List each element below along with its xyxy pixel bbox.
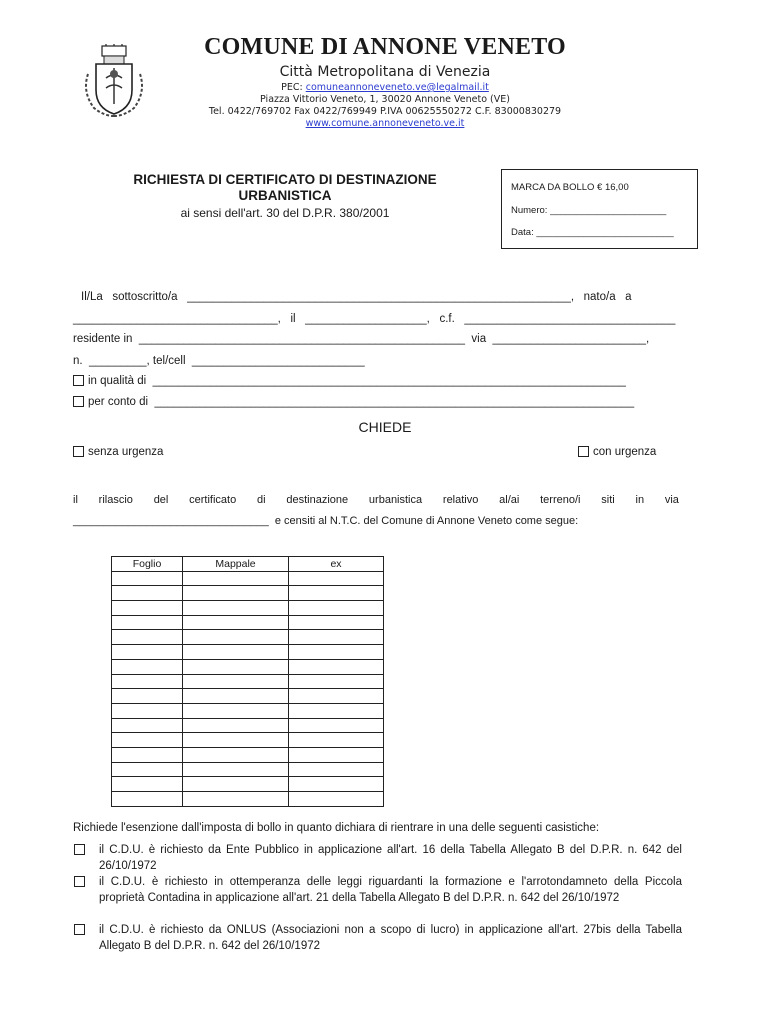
rilascio-word: destinazione — [286, 494, 349, 506]
cell-foglio[interactable] — [112, 689, 183, 704]
cell-foglio[interactable] — [112, 762, 183, 777]
cell-mappale[interactable] — [183, 689, 289, 704]
table-row — [112, 615, 384, 630]
rilascio-line — [73, 494, 679, 506]
exemption-option-1-text: il C.D.U. è richiesto da Ente Pubblico in applicazione all'art. 16 della Tabella Allegato B del D.P.R. n. 642 del 26/10/1972 — [99, 844, 682, 872]
cell-foglio[interactable] — [112, 674, 183, 689]
cell-mappale[interactable] — [183, 601, 289, 616]
cell-ex[interactable] — [289, 571, 384, 586]
con-urgenza-label: con urgenza — [593, 446, 657, 458]
table-row — [112, 792, 384, 807]
table-row — [112, 718, 384, 733]
phone-line[interactable]: n. _________, tel/cell ___________________________ — [73, 355, 365, 367]
cell-mappale[interactable] — [183, 586, 289, 601]
cell-foglio[interactable] — [112, 601, 183, 616]
cell-ex[interactable] — [289, 630, 384, 645]
exemption-option-1-checkbox[interactable] — [74, 844, 85, 855]
cell-foglio[interactable] — [112, 777, 183, 792]
column-header-mappale: Mappale — [183, 557, 289, 572]
table-row — [112, 689, 384, 704]
senza-urgenza-checkbox[interactable] — [73, 446, 84, 457]
municipality-title: COMUNE DI ANNONE VENETO — [204, 34, 566, 60]
website-link[interactable]: www.comune.annoneveneto.ve.it — [305, 118, 465, 129]
senza-urgenza-option[interactable] — [73, 446, 163, 458]
cell-ex[interactable] — [289, 601, 384, 616]
address-line: Piazza Vittorio Veneto, 1, 30020 Annone Veneto (VE) — [260, 94, 510, 105]
cell-mappale[interactable] — [183, 718, 289, 733]
revenue-stamp-box — [501, 169, 698, 249]
table-row — [112, 586, 384, 601]
exemption-option-1[interactable] — [74, 842, 682, 876]
senza-urgenza-label: senza urgenza — [88, 446, 164, 458]
cell-ex[interactable] — [289, 777, 384, 792]
cell-ex[interactable] — [289, 586, 384, 601]
stamp-number-field[interactable]: Numero: ______________________ — [511, 205, 667, 216]
per-conto-label: per conto di ___________________________________________________________________________ — [88, 396, 635, 408]
request-title-line1: RICHIESTA DI CERTIFICATO DI DESTINAZIONE — [133, 172, 437, 187]
exemption-option-3-checkbox[interactable] — [74, 924, 85, 935]
stamp-date-field[interactable]: Data: __________________________ — [511, 227, 674, 238]
in-qualita-checkbox[interactable] — [73, 375, 84, 386]
rilascio-word: rilascio — [98, 494, 133, 506]
metropolitan-city-subtitle: Città Metropolitana di Venezia — [279, 64, 491, 80]
cell-mappale[interactable] — [183, 703, 289, 718]
cell-ex[interactable] — [289, 674, 384, 689]
birth-line[interactable]: ________________________________, il ___________________, c.f. _________________________________ — [73, 313, 676, 325]
cell-foglio[interactable] — [112, 792, 183, 807]
table-row — [112, 645, 384, 660]
table-row — [112, 762, 384, 777]
cell-foglio[interactable] — [112, 630, 183, 645]
rilascio-word: urbanistica — [368, 494, 423, 506]
cell-ex[interactable] — [289, 689, 384, 704]
rilascio-word: relativo — [442, 494, 479, 506]
cell-mappale[interactable] — [183, 747, 289, 762]
rilascio-word: di — [257, 494, 266, 506]
cell-mappale[interactable] — [183, 792, 289, 807]
rilascio-word: certificato — [189, 494, 237, 506]
table-body — [112, 571, 384, 806]
cell-foglio[interactable] — [112, 586, 183, 601]
exemption-intro: Richiede l'esenzione dall'imposta di bollo in quanto dichiara di rientrare in una delle seguenti casistiche: — [73, 822, 600, 834]
cell-mappale[interactable] — [183, 571, 289, 586]
column-header-ex: ex — [289, 557, 384, 572]
rilascio-word: terreno/i — [540, 494, 581, 506]
cadastral-table — [111, 556, 384, 807]
cell-ex[interactable] — [289, 659, 384, 674]
con-urgenza-option[interactable] — [578, 446, 656, 458]
cell-mappale[interactable] — [183, 777, 289, 792]
request-title-line2: URBANISTICA — [238, 188, 332, 203]
table-row — [112, 747, 384, 762]
cell-ex[interactable] — [289, 703, 384, 718]
chiede-heading: CHIEDE — [358, 419, 412, 435]
rilascio-word: in — [635, 494, 645, 506]
cell-foglio[interactable] — [112, 571, 183, 586]
rilascio-word: via — [664, 494, 679, 506]
cell-ex[interactable] — [289, 645, 384, 660]
cell-mappale[interactable] — [183, 615, 289, 630]
cell-ex[interactable] — [289, 733, 384, 748]
cell-ex[interactable] — [289, 792, 384, 807]
contacts-line: Tel. 0422/769702 Fax 0422/769949 P.IVA 00625550272 C.F. 83000830279 — [208, 106, 562, 117]
cell-mappale[interactable] — [183, 762, 289, 777]
cell-mappale[interactable] — [183, 630, 289, 645]
table-row — [112, 777, 384, 792]
cell-foglio[interactable] — [112, 703, 183, 718]
stamp-label: MARCA DA BOLLO € 16,00 — [511, 182, 629, 193]
cell-foglio[interactable] — [112, 615, 183, 630]
residence-line[interactable]: residente in ___________________________________________________ via ________________________, — [73, 333, 650, 345]
table-row — [112, 703, 384, 718]
exemption-option-3-text: il C.D.U. è richiesto da ONLUS (Associazioni non a scopo di lucro) in applicazione all'art. 27bis della Tabella Allegato B del D.P.R. n. 642 del 26/10/1972 — [99, 924, 682, 952]
exemption-option-2[interactable] — [74, 874, 682, 922]
legal-reference: ai sensi dell'art. 30 del D.P.R. 380/2001 — [180, 206, 390, 220]
per-conto-checkbox[interactable] — [73, 396, 84, 407]
table-row — [112, 630, 384, 645]
rilascio-word: il — [73, 494, 78, 506]
cell-mappale[interactable] — [183, 674, 289, 689]
table-row — [112, 659, 384, 674]
pec-email-link[interactable]: comuneannoneveneto.ve@legalmail.it — [305, 82, 489, 93]
website-line — [120, 118, 650, 129]
cell-foglio[interactable] — [112, 718, 183, 733]
cell-ex[interactable] — [289, 718, 384, 733]
pec-line — [120, 82, 650, 93]
cell-foglio[interactable] — [112, 747, 183, 762]
table-row — [112, 571, 384, 586]
cell-ex[interactable] — [289, 762, 384, 777]
censiti-line[interactable]: ________________________________ e censiti al N.T.C. del Comune di Annone Veneto come segue: — [73, 515, 579, 527]
in-qualita-label: in qualità di __________________________________________________________________________ — [88, 375, 626, 387]
pec-label: PEC: — [281, 82, 306, 93]
cell-ex[interactable] — [289, 615, 384, 630]
rilascio-word: del — [153, 494, 169, 506]
table-row — [112, 733, 384, 748]
cell-ex[interactable] — [289, 747, 384, 762]
cell-mappale[interactable] — [183, 659, 289, 674]
cell-foglio[interactable] — [112, 645, 183, 660]
rilascio-word: al/ai — [499, 494, 520, 506]
cell-mappale[interactable] — [183, 645, 289, 660]
exemption-option-2-checkbox[interactable] — [74, 876, 85, 887]
rilascio-word: siti — [601, 494, 615, 506]
per-conto-row[interactable] — [73, 396, 634, 408]
table-row — [112, 674, 384, 689]
exemption-option-2-text: il C.D.U. è richiesto in ottemperanza delle leggi riguardanti la formazione e l'arrotondamneto della Piccola proprietà Contadina in applicazione all'art. 21 della Tabella Allegato B del D.P.R. n. 642 del 26/10/1972 — [99, 876, 682, 904]
in-qualita-row[interactable] — [73, 375, 626, 387]
exemption-option-3[interactable] — [74, 922, 682, 956]
con-urgenza-checkbox[interactable] — [578, 446, 589, 457]
cell-mappale[interactable] — [183, 733, 289, 748]
applicant-name-line[interactable]: Il/La sottoscritto/a ____________________________________________________________, nato/a a — [81, 291, 632, 303]
column-header-foglio: Foglio — [112, 557, 183, 572]
cell-foglio[interactable] — [112, 733, 183, 748]
cell-foglio[interactable] — [112, 659, 183, 674]
table-row — [112, 601, 384, 616]
